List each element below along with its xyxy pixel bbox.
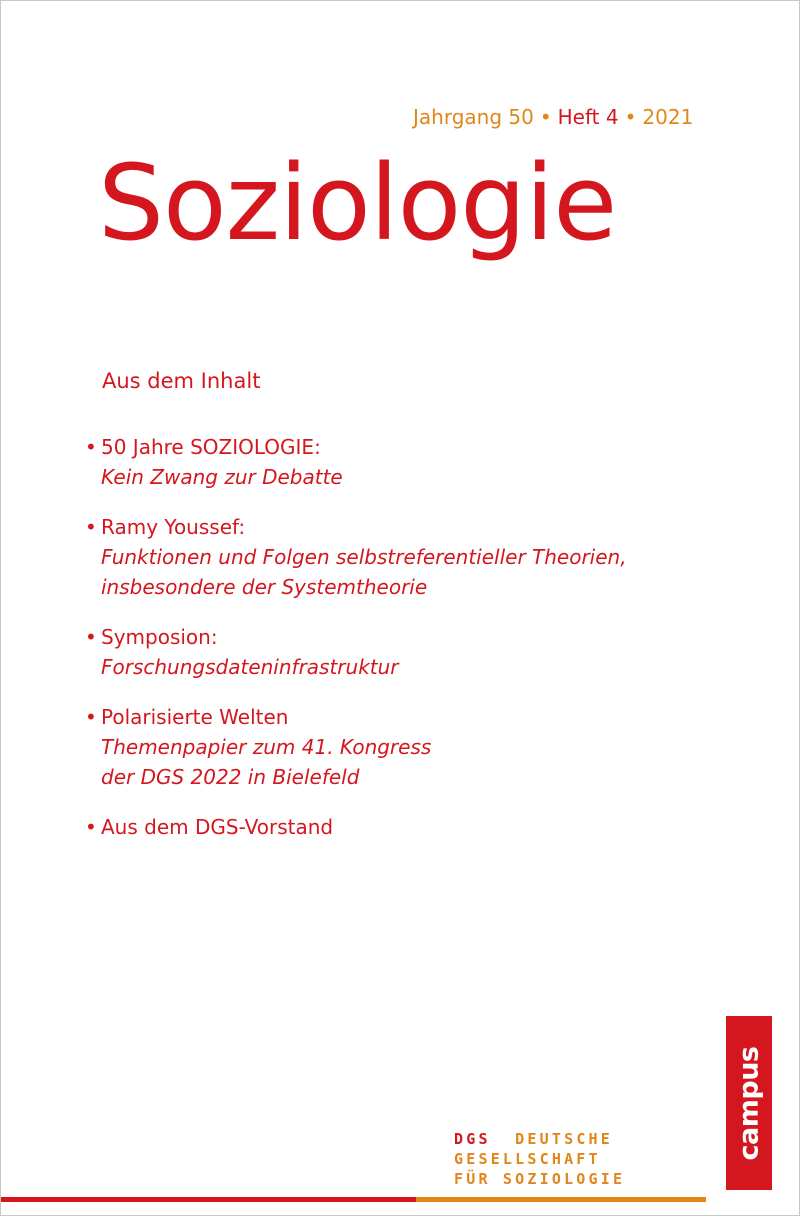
- issue-line: [413, 105, 693, 129]
- entry-subtitle: Forschungsdateninfrastruktur: [101, 655, 399, 679]
- issue-year: 2021: [642, 105, 694, 129]
- bullet-icon: •: [85, 815, 97, 839]
- publisher-name: campus: [733, 1046, 765, 1160]
- issue-separator: •: [624, 105, 637, 129]
- bullet-icon: •: [85, 705, 97, 729]
- bullet-icon: •: [85, 515, 97, 539]
- bottom-stripe-red: [1, 1197, 416, 1202]
- issue-separator: •: [539, 105, 552, 129]
- society-abbr: DGS: [454, 1130, 491, 1148]
- entry-subtitle: insbesondere der Systemtheorie: [101, 575, 428, 599]
- society-logo: [454, 1129, 625, 1189]
- entry-subtitle: Themenpapier zum 41. Kongress: [101, 735, 432, 759]
- entry-head: 50 Jahre SOZIOLOGIE:: [101, 435, 321, 459]
- bullet-icon: •: [85, 435, 97, 459]
- bullet-icon: •: [85, 625, 97, 649]
- contents-entry: [85, 702, 725, 792]
- entry-subtitle: Kein Zwang zur Debatte: [101, 465, 343, 489]
- society-line2: GESELLSCHAFT: [454, 1150, 601, 1168]
- entry-subtitle: Funktionen und Folgen selbstreferentieller Theorien,: [101, 545, 627, 569]
- contents-heading: Aus dem Inhalt: [102, 369, 261, 393]
- society-line3: FÜR SOZIOLOGIE: [454, 1170, 626, 1188]
- entry-head: Ramy Youssef:: [101, 515, 246, 539]
- bottom-stripe-orange: [416, 1197, 706, 1202]
- publisher-logo: [726, 1016, 772, 1190]
- issue-volume: Jahrgang 50: [413, 105, 534, 129]
- entry-head: Polarisierte Welten: [101, 705, 289, 729]
- contents-entry: [85, 622, 725, 682]
- entry-head: Symposion:: [101, 625, 218, 649]
- journal-title: Soziologie: [98, 142, 617, 264]
- issue-number: Heft 4: [557, 105, 619, 129]
- contents-entry: [85, 812, 725, 842]
- entry-subtitle: der DGS 2022 in Bielefeld: [101, 765, 360, 789]
- contents-list: [85, 432, 725, 862]
- contents-entry: [85, 512, 725, 602]
- entry-head: Aus dem DGS-Vorstand: [101, 815, 334, 839]
- society-line1: DEUTSCHE: [515, 1130, 614, 1148]
- contents-entry: [85, 432, 725, 492]
